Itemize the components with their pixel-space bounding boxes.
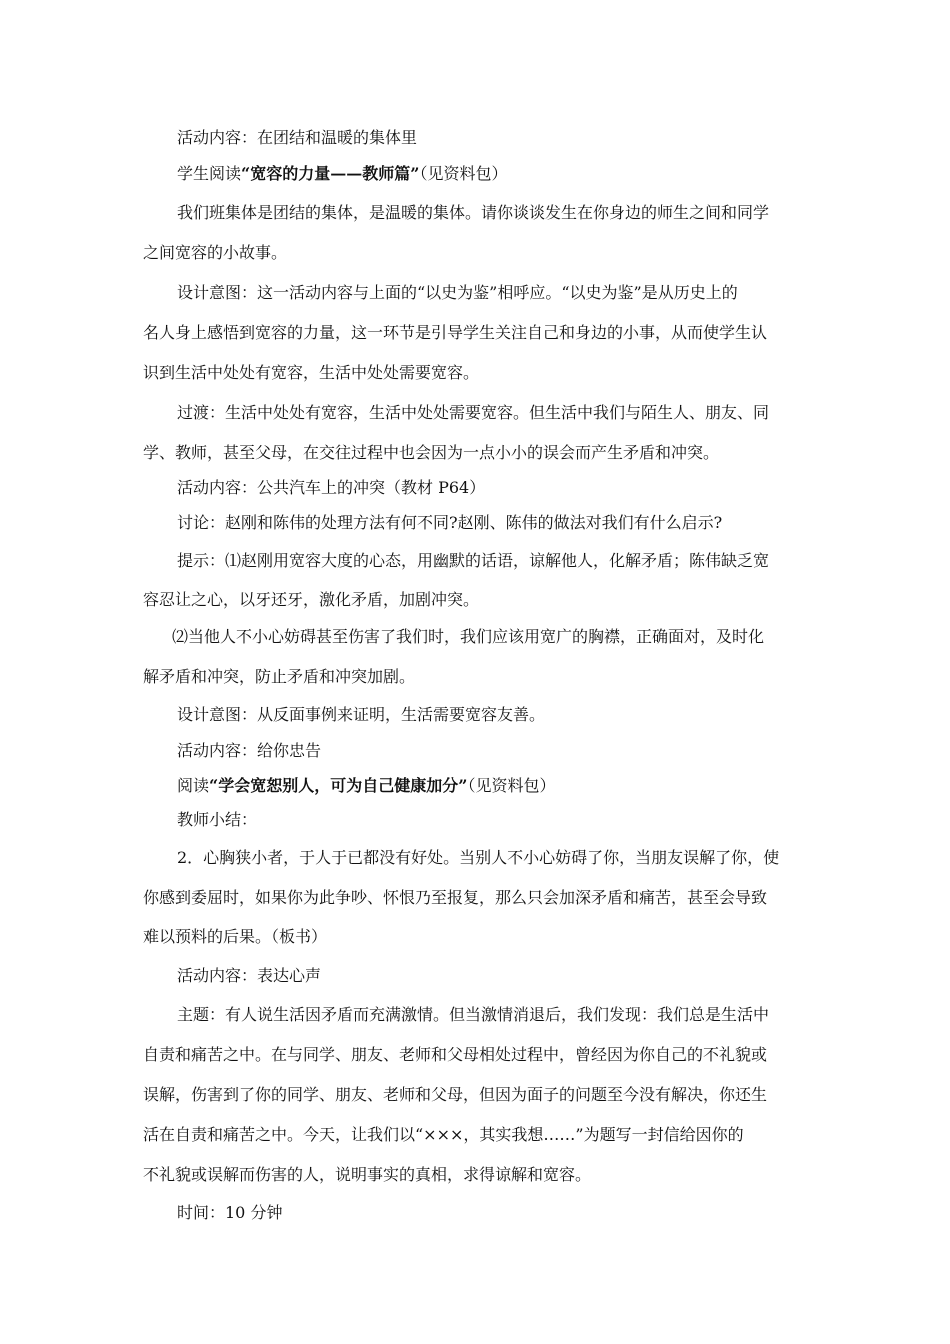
paragraph-line: 我们班集体是团结的集体，是温暖的集体。请你谈谈发生在你身边的师生之间和同学 [177,203,770,222]
paragraph-line: 解矛盾和冲突，防止矛盾和冲突加剧。 [143,667,416,686]
paragraph-line: 活在自责和痛苦之中。今天，让我们以“×××，其实我想……”为题写一封信给因你的 [143,1125,744,1144]
activity-heading-4: 活动内容：表达心声 [177,966,322,985]
paragraph-line: 难以预料的后果。（板书） [143,927,328,946]
hint-line-2: ⑵当他人不小心妨碍甚至伤害了我们时，我们应该用宽广的胸襟，正确面对，及时化 [172,627,765,646]
theme-line: 主题：有人说生活因矛盾而充满激情。但当激情消退后，我们发现：我们总是生活中 [177,1005,770,1024]
reading-line-1 [177,164,507,184]
hint-line: 提示：⑴赵刚用宽容大度的心态，用幽默的话语，谅解他人，化解矛盾；陈伟缺乏宽 [177,551,770,570]
paragraph-line: 自责和痛苦之中。在与同学、朋友、老师和父母相处过程中，曾经因为你自己的不礼貌或 [143,1045,768,1064]
summary-point: 2．心胸狭小者，于人于已都没有好处。当别人不小心妨碍了你，当朋友误解了你，使 [177,848,780,867]
paragraph-line: 名人身上感悟到宽容的力量，这一环节是引导学生关注自己和身边的小事，从而使学生认 [143,323,768,342]
reading-title: “学会宽恕别人，可为自己健康加分” [209,776,468,795]
transition-line: 过渡：生活中处处有宽容，生活中处处需要宽容。但生活中我们与陌生人、朋友、同 [177,403,770,422]
reading-source: （见资料包） [419,164,508,183]
paragraph-line: 识到生活中处处有宽容，生活中处处需要宽容。 [143,363,480,382]
activity-heading-3: 活动内容：给你忠告 [177,741,322,760]
activity-heading-2: 活动内容：公共汽车上的冲突（教材 P64） [177,478,486,497]
time-line: 时间：10 分钟 [177,1203,283,1222]
paragraph-line: 不礼貌或误解而伤害的人，说明事实的真相，求得谅解和宽容。 [143,1165,592,1184]
teacher-summary-heading: 教师小结： [177,810,258,829]
activity-heading-1: 活动内容：在团结和温暖的集体里 [177,128,418,147]
reading-title: “宽容的力量——教师篇” [241,164,420,183]
paragraph-line: 误解，伤害到了你的同学、朋友、老师和父母，但因为面子的问题至今没有解决，你还生 [143,1085,768,1104]
paragraph-line: 学、教师，甚至父母，在交往过程中也会因为一点小小的误会而产生矛盾和冲突。 [143,443,720,462]
reading-line-2 [177,776,555,796]
reading-source: （见资料包） [467,776,556,795]
reading-prefix: 阅读 [177,776,210,795]
design-intent-1: 设计意图：这一活动内容与上面的“以史为鉴”相呼应。“以史为鉴”是从历史上的 [177,283,738,302]
discussion-line: 讨论：赵刚和陈伟的处理方法有何不同?赵刚、陈伟的做法对我们有什么启示? [177,513,723,532]
reading-prefix: 学生阅读 [177,164,242,183]
paragraph-line: 你感到委屈时，如果你为此争吵、怀恨乃至报复，那么只会加深矛盾和痛苦，甚至会导致 [143,888,768,907]
paragraph-line: 之间宽容的小故事。 [143,243,288,262]
design-intent-2: 设计意图：从反面事例来证明，生活需要宽容友善。 [177,705,546,724]
paragraph-line: 容忍让之心，以牙还牙，激化矛盾，加剧冲突。 [143,590,480,609]
